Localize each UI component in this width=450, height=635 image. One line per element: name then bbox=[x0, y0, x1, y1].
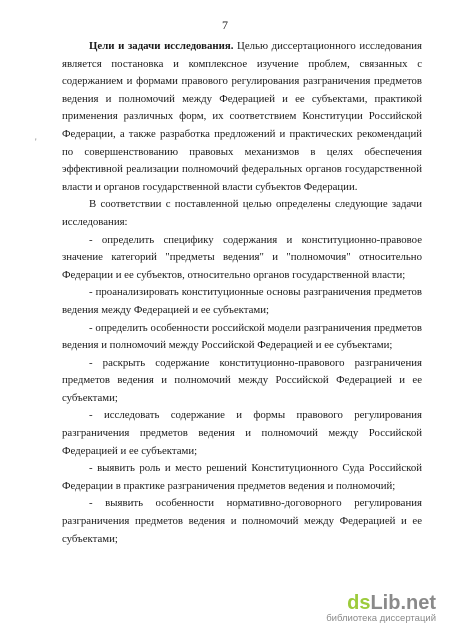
task-item: - раскрыть содержание конституционно-правового разграничения предметов ведения и полномочий между Российской Федерацией и ее субъектами; bbox=[62, 356, 422, 404]
section-heading: Цели и задачи исследования. bbox=[89, 40, 234, 52]
page-number: 7 bbox=[222, 18, 228, 32]
dslib-logo bbox=[324, 593, 436, 613]
task-item: - определить специфику содержания и конституционно-правовое значение категорий "предметы ведения" и "полномочия" относительно Федерации и ее субъектов, относительно органов государственной власти; bbox=[62, 233, 422, 281]
margin-mark: ' bbox=[35, 137, 37, 147]
body-text bbox=[62, 38, 422, 548]
task-item: - выявить особенности нормативно-договорного регулирования разграничения предметов ведения и полномочий между Федерацией и ее субъектами; bbox=[62, 497, 422, 545]
task-item: - проанализировать конституционные основы разграничения предметов ведения между Федерацией и ее субъектами; bbox=[62, 286, 422, 316]
dslib-logo-ds: ds bbox=[347, 592, 371, 614]
dslib-subtitle: библиотека диссертаций bbox=[326, 613, 436, 624]
dslib-logo-rest: Lib.net bbox=[370, 592, 436, 614]
task-item: - выявить роль и место решений Конституционного Суда Российской Федерации в практике разграничения предметов ведения и полномочий; bbox=[62, 462, 422, 492]
intro-paragraph bbox=[62, 38, 422, 196]
dslib-watermark bbox=[324, 593, 436, 625]
task-item: - определить особенности российской модели разграничения предметов ведения и полномочий между Российской Федерацией и ее субъектами; bbox=[62, 321, 422, 352]
tasks-intro-paragraph: В соответствии с поставленной целью определены следующие задачи исследования: bbox=[62, 198, 422, 228]
intro-text: Целью диссертационного исследования является постановка и комплексное изучение проблем, связанных с содержанием и формами правового регулирования разграничения предметов ведения и полномочий между Федерацией и ее субъектами, практикой применения различных форм, их соответствием Конституции Российской Федерации, а также разработка предложений и практических рекомендаций по совершенствованию правовых механизмов в целях обеспечения эффективной реализации полномочий федеральных органов государственной власти и органов государственной власти субъектов Федерации. bbox=[62, 40, 422, 193]
task-item: - исследовать содержание и формы правового регулирования разграничения предметов ведения и полномочий между Российской Федерацией и ее субъектами; bbox=[62, 409, 422, 457]
